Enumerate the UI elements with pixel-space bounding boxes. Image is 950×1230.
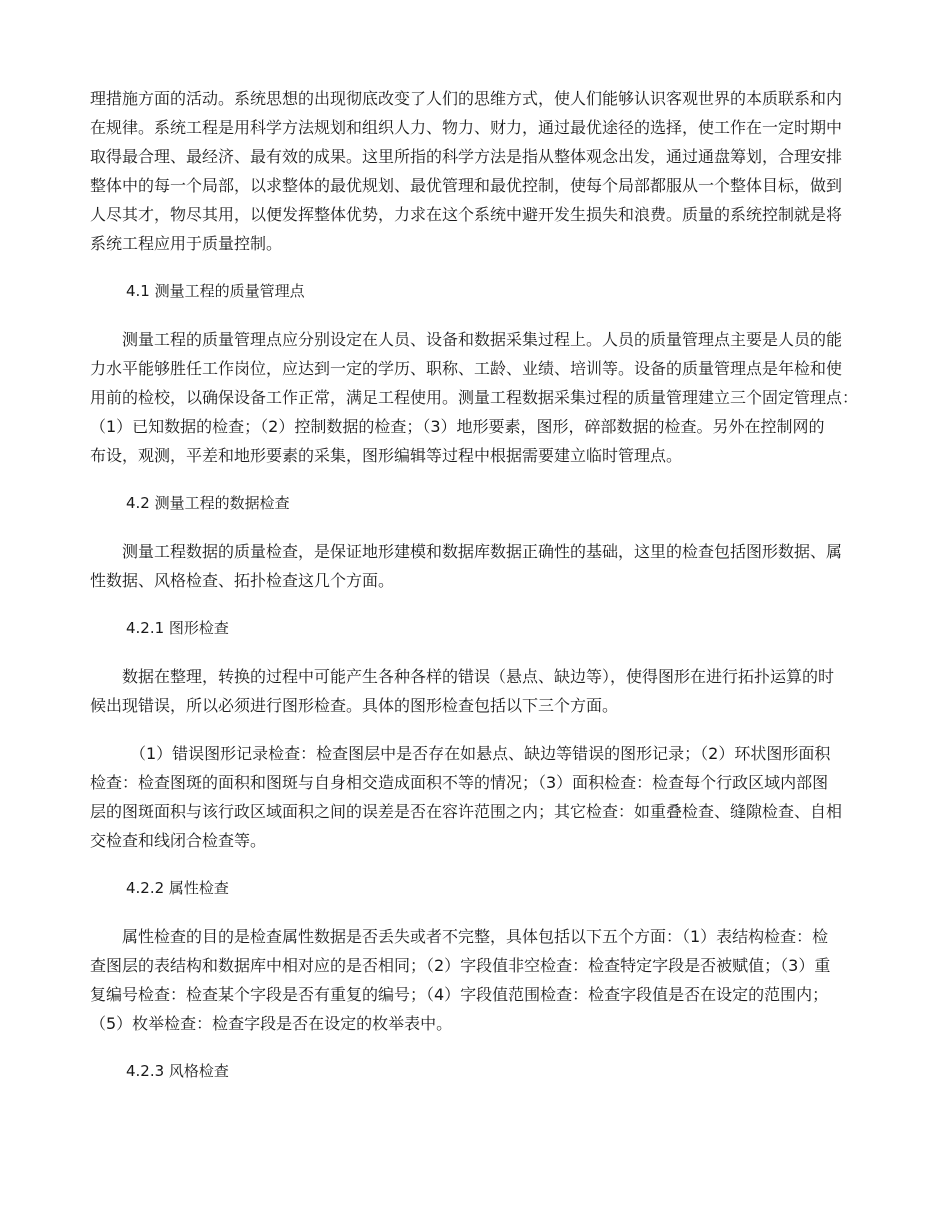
section-heading-4-2-3: 4.2.3 风格检查 [126, 1062, 229, 1080]
paragraph-system-engineering [90, 84, 860, 258]
text-line: 数据在整理，转换的过程中可能产生各种各样的错误（悬点、缺边等），使得图形在进行拓扑运算的时 [122, 667, 835, 686]
text-line: 整体中的每一个局部，以求整体的最优规划、最优管理和最优控制，使每个局部都服从一个整体目标，做到 [90, 176, 843, 195]
text-line: 理措施方面的活动。系统思想的出现彻底改变了人们的思维方式，使人们能够认识客观世界的本质联系和内 [90, 89, 843, 108]
text-line: （5）枚举检查：检查字段是否在设定的枚举表中。 [90, 1014, 453, 1033]
paragraph-graphic-check-intro [90, 662, 860, 720]
section-heading-4-2-2: 4.2.2 属性检查 [126, 879, 229, 897]
text-line: 性数据、风格检查、拓扑检查这几个方面。 [90, 571, 395, 590]
text-line: 系统工程应用于质量控制。 [90, 234, 283, 253]
text-line: 检查：检查图斑的面积和图斑与自身相交造成面积不等的情况；（3）面积检查：检查每个行政区域内部图 [90, 773, 829, 792]
section-heading-4-2-1: 4.2.1 图形检查 [126, 619, 229, 637]
paragraph-quality-control-points [90, 325, 860, 470]
text-line: 交检查和线闭合检查等。 [90, 831, 267, 850]
paragraph-attribute-check [90, 922, 860, 1038]
text-line: 力水平能够胜任工作岗位，应达到一定的学历、职称、工龄、业绩、培训等。设备的质量管理点是年检和使 [90, 359, 843, 378]
section-heading-4-1: 4.1 测量工程的质量管理点 [126, 282, 305, 300]
text-line: 候出现错误，所以必须进行图形检查。具体的图形检查包括以下三个方面。 [90, 696, 619, 715]
text-line: 层的图斑面积与该行政区域面积之间的误差是否在容许范围之内；其它检查：如重叠检查、缝隙检查、自相 [90, 802, 843, 821]
paragraph-data-check-intro [90, 537, 860, 595]
text-line: （1）错误图形记录检查：检查图层中是否存在如悬点、缺边等错误的图形记录；（2）环状图形面积 [130, 744, 831, 763]
section-heading-4-2: 4.2 测量工程的数据检查 [126, 494, 290, 512]
text-line: 布设，观测，平差和地形要素的采集，图形编辑等过程中根据需要建立临时管理点。 [90, 446, 683, 465]
text-line: 测量工程数据的质量检查，是保证地形建模和数据库数据正确性的基础，这里的检查包括图形数据、属 [122, 542, 843, 561]
text-line: 属性检查的目的是检查属性数据是否丢失或者不完整，具体包括以下五个方面：（1）表结构检查：检 [122, 927, 829, 946]
text-line: 查图层的表结构和数据库中相对应的是否相同；（2）字段值非空检查：检查特定字段是否被赋值；（3）重 [90, 956, 831, 975]
text-line: 用前的检校，以确保设备工作正常，满足工程使用。测量工程数据采集过程的质量管理建立三个固定管理点： [90, 388, 859, 407]
text-line: 在规律。系统工程是用科学方法规划和组织人力、物力、财力，通过最优途径的选择，使工作在一定时期中 [90, 118, 843, 137]
text-line: 复编号检查：检查某个字段是否有重复的编号；（4）字段值范围检查：检查字段值是否在设定的范围内； [90, 985, 829, 1004]
text-line: 取得最合理、最经济、最有效的成果。这里所指的科学方法是指从整体观念出发，通过通盘筹划，合理安排 [90, 147, 843, 166]
paragraph-graphic-check-items [90, 739, 860, 855]
text-line: （1）已知数据的检查；（2）控制数据的检查；（3）地形要素，图形，碎部数据的检查。另外在控制网的 [90, 417, 825, 436]
text-line: 测量工程的质量管理点应分别设定在人员、设备和数据采集过程上。人员的质量管理点主要是人员的能 [122, 330, 843, 349]
text-line: 人尽其才，物尽其用，以便发挥整体优势，力求在这个系统中避开发生损失和浪费。质量的系统控制就是将 [90, 205, 843, 224]
